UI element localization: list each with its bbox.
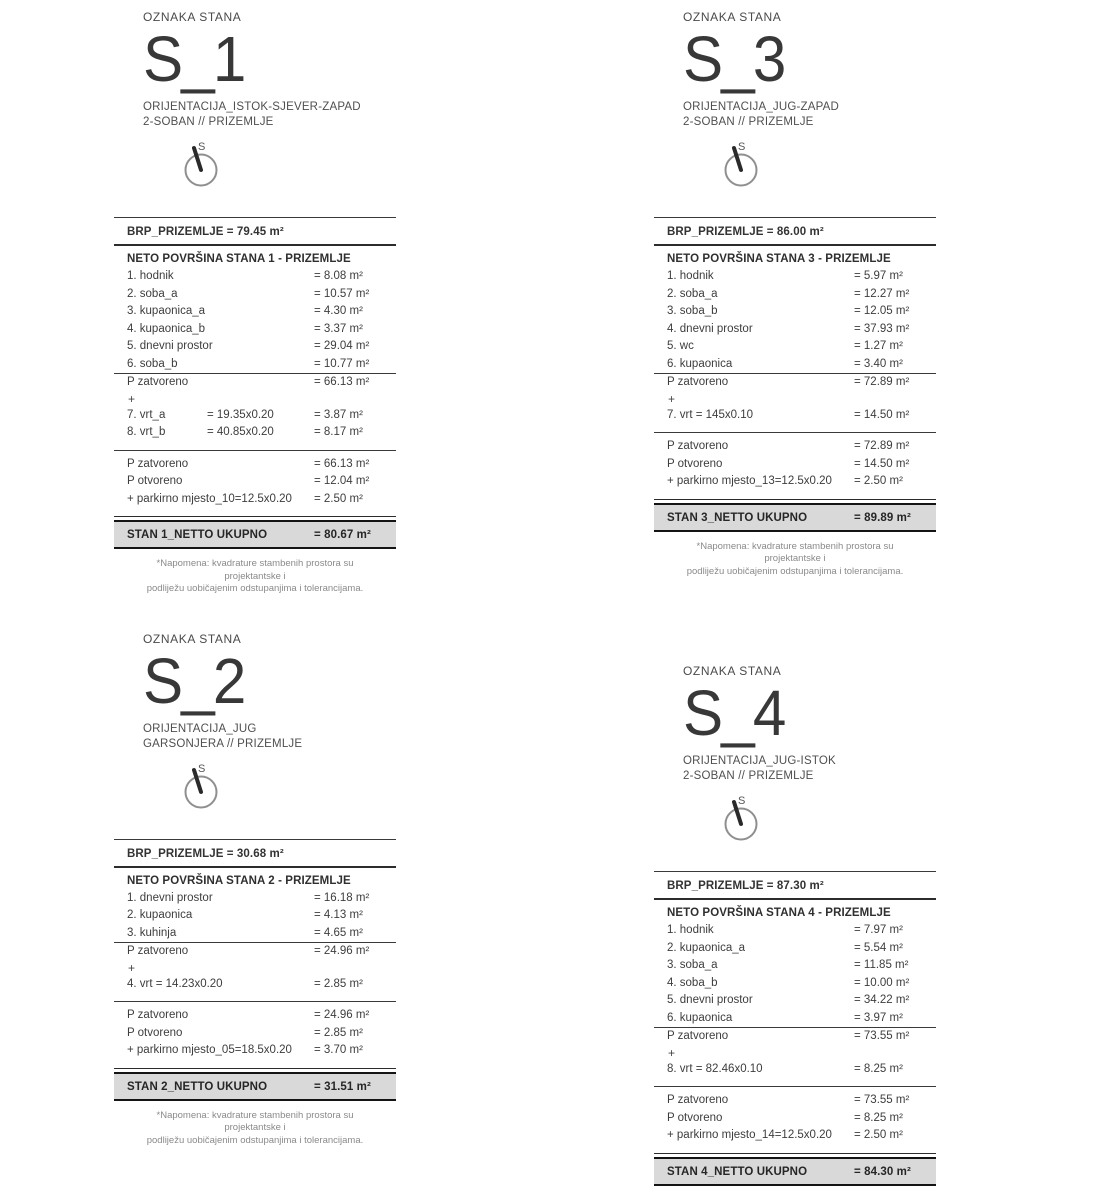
table-row [114,424,396,442]
vrt-rows [114,407,396,442]
footnote-line: *Napomena: kvadrature stambenih prostora su projektantske i [156,558,354,582]
table-row [654,473,936,491]
row-value: = 2.50 m² [854,475,903,487]
neto-title: NETO POVRŠINA STANA 3 - PRIZEMLJE [667,253,891,265]
unit-header-s4 [654,664,936,845]
row-value: = 4.30 m² [314,305,363,317]
row-value: = 10.57 m² [314,287,370,300]
left-column [114,0,396,1147]
row-label: 5. dnevni prostor [127,340,213,352]
vrt-rows [654,1061,936,1079]
table-row [114,268,396,286]
row-formula [763,1061,854,1079]
north-compass-icon [181,139,225,191]
total-label: STAN 3_NETTO UKUPNO [667,511,808,524]
table-row [114,473,396,491]
row-formula [753,407,854,425]
table-row [114,907,396,925]
row-label: 2. soba_a [127,287,178,300]
row-label: P zatvoreno [667,440,729,452]
row-label: P zatvoreno [667,376,729,388]
row-value: = 72.89 m² [854,440,910,452]
total-label: STAN 2_NETTO UKUPNO [127,1080,268,1093]
unit-tag-label: OZNAKA STANA [143,10,242,24]
row-value: = 2.50 m² [314,492,363,505]
row-label: 4. soba_b [667,976,718,989]
unit-tag-label: OZNAKA STANA [143,631,242,646]
plus-sign: + [128,960,136,975]
total-bar [654,503,936,532]
brp-row: BRP_PRIZEMLJE = 87.30 m² [654,871,936,900]
row-value: = 3.37 m² [314,322,363,335]
table-row [654,286,936,304]
table-row [114,407,396,425]
unit-header-s3 [654,10,936,191]
table-row [654,922,936,940]
row-label: + parkirno mjesto_14=12.5x0.20 [667,1129,832,1141]
unit-header-s1 [114,10,396,191]
vrt-rows [114,976,396,994]
total-bar [654,1157,936,1186]
unit-orientation: ORIJENTACIJA_JUG-ISTOK [683,755,836,767]
neto-title: NETO POVRŠINA STANA 4 - PRIZEMLJE [667,907,891,919]
row-label: 3. soba_a [667,959,718,971]
room-rows [114,890,396,943]
table-row [114,976,396,994]
total-row-wrap [654,499,936,532]
brp-row: BRP_PRIZEMLJE = 30.68 m² [114,839,396,868]
row-label: P zatvoreno [127,1009,189,1021]
summary-rows [114,1002,396,1060]
unit-tag-label: OZNAKA STANA [683,664,782,678]
row-label: 4. vrt = 14.23x0.20 [127,977,223,990]
row-formula [223,976,314,994]
unit-type-floor: GARSONJERA // PRIZEMLJE [143,737,303,750]
row-value: = 12.27 m² [854,287,910,300]
neto-title: NETO POVRŠINA STANA 1 - PRIZEMLJE [127,253,351,265]
unit-name: S_1 [143,23,245,95]
row-label: 2. kupaonica_a [667,941,746,954]
summary-rows [654,1087,936,1145]
unit-orientation: ORIJENTACIJA_ISTOK-SJEVER-ZAPAD [143,101,361,113]
row-label: 2. kupaonica [127,909,193,921]
table-row [114,925,396,943]
row-label: 1. hodnik [667,270,714,282]
row-value: = 24.96 m² [314,945,370,957]
row-label: P otvoreno [667,457,723,470]
room-rows [654,268,936,373]
svg-text:S: S [738,795,746,807]
total-row-wrap [114,1068,396,1101]
table-row [654,992,936,1010]
total-value: = 80.67 m² [314,529,371,541]
svg-text:S: S [198,141,206,153]
row-value: = 66.13 m² [314,457,370,470]
row-label: 1. hodnik [667,924,714,936]
north-compass-icon [721,139,765,191]
table-row [654,407,936,425]
plus-sign: + [668,391,676,406]
row-formula: = 19.35x0.20 [207,408,274,421]
row-value: = 10.77 m² [314,357,370,370]
footnote-line: *Napomena: kvadrature stambenih prostora su projektantske i [156,1109,354,1133]
table-row [114,321,396,339]
total-label: STAN 1_NETTO UKUPNO [127,529,268,541]
table-row [654,438,936,456]
row-value: = 29.04 m² [314,340,370,352]
row-value: = 37.93 m² [854,322,910,335]
row-label: 8. vrt_b [127,426,166,438]
row-value: = 5.54 m² [854,941,903,954]
row-label: + parkirno mjesto_13=12.5x0.20 [667,475,832,487]
row-label: P zatvoreno [127,376,189,388]
table-row [114,338,396,356]
row-label: 7. vrt_a [127,408,166,421]
row-label: 6. kupaonica [667,357,733,370]
brp-row: BRP_PRIZEMLJE = 86.00 m² [654,217,936,246]
p-zatvoreno-row [654,1028,936,1046]
row-value: = 8.25 m² [854,1062,903,1075]
row-value: = 2.50 m² [854,1129,903,1141]
unit-orientation: ORIJENTACIJA_JUG [143,722,257,735]
unit-block-s1 [114,10,396,596]
row-value: = 73.55 m² [854,1094,910,1106]
plus-sign: + [128,391,136,406]
footnote-line: podliježu uobičajenim odstupanjima i tolerancijama. [146,1134,364,1146]
row-label: P otvoreno [127,475,183,487]
row-label: 3. kupaonica_a [127,305,206,317]
table-row [114,303,396,321]
row-value: = 34.22 m² [854,994,910,1006]
table-row [654,456,936,474]
row-value: = 16.18 m² [314,891,370,904]
total-value: = 31.51 m² [314,1080,371,1093]
table-row [114,356,396,374]
row-value: = 11.85 m² [854,959,909,971]
row-label: 5. wc [667,340,694,352]
total-label: STAN 4_NETTO UKUPNO [667,1165,808,1178]
unit-name: S_3 [683,23,785,95]
row-value: = 10.00 m² [854,976,910,989]
table-row [654,1061,936,1079]
total-bar [114,520,396,549]
footnote [114,1110,396,1148]
row-label: 7. vrt = 145x0.10 [667,408,753,421]
table-row [114,491,396,509]
table-row [114,1042,396,1060]
row-value: = 8.08 m² [314,270,363,282]
unit-type-floor: 2-SOBAN // PRIZEMLJE [683,770,814,782]
unit-block-s3 [654,10,936,578]
unit-name: S_2 [143,644,245,717]
area-table-s2 [114,839,396,1148]
room-rows [114,268,396,373]
row-label: + parkirno mjesto_05=18.5x0.20 [127,1044,292,1056]
area-table-s4 [654,871,936,1186]
footnote-line: podliježu uobičajenim odstupanjima i tolerancijama. [146,583,364,594]
row-value: = 2.85 m² [314,977,363,990]
row-value: = 4.65 m² [314,926,363,939]
row-label: 6. soba_b [127,357,178,370]
p-zatvoreno-row [654,374,936,392]
table-row [654,268,936,286]
row-value: = 24.96 m² [314,1009,370,1021]
table-row [654,321,936,339]
table-row [654,303,936,321]
row-value: = 12.05 m² [854,305,910,317]
row-label: P zatvoreno [127,457,189,470]
total-value: = 89.89 m² [854,511,911,524]
row-label: P zatvoreno [127,945,189,957]
summary-rows [654,433,936,491]
vrt-rows [654,407,936,425]
unit-type-floor: 2-SOBAN // PRIZEMLJE [143,116,274,128]
unit-header-s2 [114,632,396,813]
table-row [654,940,936,958]
row-label: 6. kupaonica [667,1011,733,1024]
unit-block-s4 [654,664,936,1186]
svg-text:S: S [198,762,206,775]
row-label: P zatvoreno [667,1030,729,1042]
row-value: = 73.55 m² [854,1030,910,1042]
right-column [654,0,936,1186]
plus-sign: + [668,1045,676,1060]
north-compass-icon [181,761,225,813]
table-row [654,338,936,356]
north-compass-icon [721,793,765,845]
table-row [654,957,936,975]
unit-name: S_4 [683,677,785,749]
table-row [114,1025,396,1043]
row-label: 3. kuhinja [127,926,177,939]
table-row [654,356,936,374]
neto-title: NETO POVRŠINA STANA 2 - PRIZEMLJE [127,874,351,887]
total-row-wrap [114,516,396,549]
table-row [114,456,396,474]
table-row [114,890,396,908]
row-value: = 3.40 m² [854,357,903,370]
brp-row: BRP_PRIZEMLJE = 79.45 m² [114,217,396,246]
row-formula: = 40.85x0.20 [207,426,274,438]
footnote [654,541,936,579]
row-value: = 14.50 m² [854,457,910,470]
row-value: = 1.27 m² [854,340,903,352]
row-value: = 7.97 m² [854,924,903,936]
footnote-line: *Napomena: kvadrature stambenih prostora su projektantske i [696,540,894,564]
row-label: 4. dnevni prostor [667,322,753,335]
total-value: = 84.30 m² [854,1165,911,1178]
p-zatvoreno-row [114,943,396,961]
row-label: P otvoreno [667,1111,723,1124]
total-bar [114,1072,396,1101]
row-label: 3. soba_b [667,305,718,317]
unit-block-s2 [114,632,396,1148]
unit-type-floor: 2-SOBAN // PRIZEMLJE [683,116,814,128]
row-label: P otvoreno [127,1026,183,1039]
row-value: = 3.97 m² [854,1011,903,1024]
table-row [114,286,396,304]
area-table-s3 [654,217,936,578]
row-value: = 4.13 m² [314,909,363,921]
row-label: + parkirno mjesto_10=12.5x0.20 [127,492,292,505]
row-value: = 3.87 m² [314,408,363,421]
row-label: 2. soba_a [667,287,718,300]
p-zatvoreno-row [114,374,396,392]
row-value: = 8.25 m² [854,1111,903,1124]
table-row [654,1110,936,1128]
row-value: = 5.97 m² [854,270,903,282]
area-table-s1 [114,217,396,596]
row-label: 5. dnevni prostor [667,994,753,1006]
unit-orientation: ORIJENTACIJA_JUG-ZAPAD [683,101,840,113]
row-label: 1. dnevni prostor [127,891,213,904]
row-label: 8. vrt = 82.46x0.10 [667,1062,763,1075]
table-row [654,1092,936,1110]
footnote [114,558,396,596]
footnote-line: podliježu uobičajenim odstupanjima i tolerancijama. [686,565,904,577]
row-value: = 2.85 m² [314,1026,363,1039]
row-value: = 3.70 m² [314,1044,363,1056]
row-value: = 66.13 m² [314,376,370,388]
table-row [654,1010,936,1028]
total-row-wrap [654,1153,936,1186]
table-row [654,1127,936,1145]
room-rows [654,922,936,1027]
row-value: = 12.04 m² [314,475,370,487]
row-value: = 8.17 m² [314,426,363,438]
row-value: = 14.50 m² [854,408,910,421]
table-row [114,1007,396,1025]
row-value: = 72.89 m² [854,376,910,388]
row-label: 1. hodnik [127,270,174,282]
svg-text:S: S [738,141,746,153]
row-label: P zatvoreno [667,1094,729,1106]
unit-tag-label: OZNAKA STANA [683,10,782,24]
summary-rows [114,451,396,509]
row-label: 4. kupaonica_b [127,322,206,335]
table-row [654,975,936,993]
